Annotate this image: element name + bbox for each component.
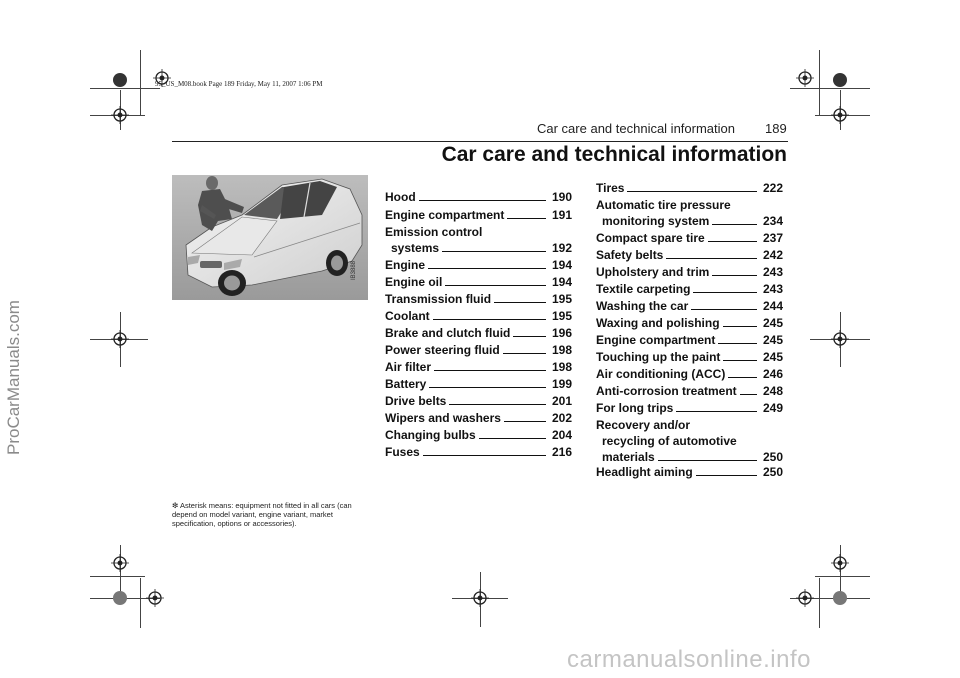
toc-entry-label: Engine compartment: [385, 208, 505, 222]
toc-entry[interactable]: [596, 333, 783, 347]
toc-entry-label: recycling of automotive: [602, 434, 737, 448]
toc-entry[interactable]: [596, 350, 783, 364]
toc-entry-label: Recovery and/or: [596, 418, 691, 432]
toc-entry-page: 245: [762, 350, 783, 364]
registration-mark-icon: [796, 69, 814, 87]
toc-entry-label: Emission control: [385, 225, 483, 239]
toc-entry-label: systems: [391, 241, 440, 255]
illustration-code: IB3888: [351, 260, 357, 280]
toc-entry[interactable]: [385, 190, 572, 204]
toc-entry-page: 190: [551, 190, 572, 204]
book-info: 95_US_M08.book Page 189 Friday, May 11, 2007 1:06 PM: [155, 80, 323, 88]
toc-entry[interactable]: [596, 198, 783, 228]
registration-dot-icon: [113, 591, 127, 605]
toc-entry-page: 249: [762, 401, 783, 415]
toc-entry[interactable]: [596, 367, 783, 381]
toc-entry[interactable]: [385, 445, 572, 459]
toc-entry-page: 244: [762, 299, 783, 313]
toc-entry-label: Tires: [596, 181, 625, 195]
toc-entry-page: 222: [762, 181, 783, 195]
toc-entry-label: Engine oil: [385, 275, 443, 289]
registration-mark-icon: [146, 589, 164, 607]
toc-entry-page: 199: [551, 377, 572, 391]
toc-entry[interactable]: [385, 326, 572, 340]
toc-entry[interactable]: [385, 411, 572, 425]
toc-entry-label: Power steering fluid: [385, 343, 500, 357]
toc-entry-label: Washing the car: [596, 299, 689, 313]
bottom-watermark: carmanualsonline.info: [567, 646, 811, 673]
toc-entry-page: 191: [551, 208, 572, 222]
toc-entry-page: 245: [762, 333, 783, 347]
toc-entry-label: materials: [602, 450, 655, 464]
toc-entry[interactable]: [385, 309, 572, 323]
toc-entry-page: 248: [762, 384, 783, 398]
toc-entry[interactable]: [596, 282, 783, 296]
toc-entry-label: Engine compartment: [596, 333, 716, 347]
toc-entry-page: 216: [551, 445, 572, 459]
toc-entry-label: For long trips: [596, 401, 674, 415]
toc-entry[interactable]: [596, 401, 783, 415]
toc-entry[interactable]: [385, 258, 572, 272]
toc-entry[interactable]: [596, 248, 783, 262]
toc-entry[interactable]: [596, 265, 783, 279]
toc-entry-label: Air filter: [385, 360, 432, 374]
page-title: Car care and technical information: [441, 143, 787, 166]
toc-entry-label: Fuses: [385, 445, 420, 459]
registration-mark-icon: [111, 106, 129, 124]
registration-mark-icon: [471, 589, 489, 607]
toc-entry[interactable]: [596, 299, 783, 313]
toc-entry[interactable]: [596, 418, 783, 464]
toc-entry-page: 243: [762, 265, 783, 279]
registration-dot-icon: [833, 73, 847, 87]
toc-entry-label: Coolant: [385, 309, 430, 323]
toc-entry-page: 192: [551, 241, 572, 255]
toc-entry[interactable]: [596, 465, 783, 479]
toc-entry-page: 234: [762, 214, 783, 228]
registration-dot-icon: [113, 73, 127, 87]
toc-entry-label: Brake and clutch fluid: [385, 326, 511, 340]
registration-mark-icon: [111, 330, 129, 348]
toc-entry[interactable]: [596, 181, 783, 195]
registration-mark-icon: [831, 106, 849, 124]
toc-entry-label: Hood: [385, 190, 416, 204]
toc-entry-page: 195: [551, 292, 572, 306]
toc-entry-page: 246: [762, 367, 783, 381]
toc-entry-label: Headlight aiming: [596, 465, 693, 479]
toc-entry-page: 195: [551, 309, 572, 323]
toc-entry[interactable]: [385, 208, 572, 222]
toc-entry-label: Automatic tire pressure: [596, 198, 731, 212]
toc-entry[interactable]: [385, 225, 572, 255]
toc-entry-label: Air conditioning (ACC): [596, 367, 726, 381]
toc-entry-label: Upholstery and trim: [596, 265, 710, 279]
toc-entry-label: Wipers and washers: [385, 411, 501, 425]
header-rule: [172, 141, 788, 142]
toc-entry[interactable]: [596, 384, 783, 398]
toc-entry[interactable]: [596, 316, 783, 330]
toc-entry-label: Transmission fluid: [385, 292, 492, 306]
toc-entry-label: Battery: [385, 377, 427, 391]
toc-entry-page: 196: [551, 326, 572, 340]
car-illustration: [172, 175, 368, 300]
toc-entry[interactable]: [385, 377, 572, 391]
registration-mark-icon: [831, 554, 849, 572]
registration-mark-icon: [111, 554, 129, 572]
side-watermark: ProCarManuals.com: [4, 300, 23, 455]
toc-entry[interactable]: [385, 394, 572, 408]
toc-entry-label: Drive belts: [385, 394, 447, 408]
toc-entry-page: 243: [762, 282, 783, 296]
toc-entry-page: 201: [551, 394, 572, 408]
registration-mark-icon: [831, 330, 849, 348]
toc-entry-page: 245: [762, 316, 783, 330]
toc-entry-page: 194: [551, 258, 572, 272]
toc-entry[interactable]: [385, 428, 572, 442]
toc-entry-label: monitoring system: [602, 214, 710, 228]
toc-entry-page: 198: [551, 360, 572, 374]
toc-entry-page: 202: [551, 411, 572, 425]
asterisk-footnote: ❇ Asterisk means: equipment not fitted in all cars (can depend on model variant, engine variant, market specification, options or accessories).: [172, 501, 352, 528]
page-number: 189: [765, 121, 787, 136]
toc-entry-page: 237: [762, 231, 783, 245]
toc-entry-page: 204: [551, 428, 572, 442]
toc-entry[interactable]: [385, 275, 572, 289]
registration-dot-icon: [833, 591, 847, 605]
toc-entry-label: Waxing and polishing: [596, 316, 720, 330]
toc-entry[interactable]: [385, 360, 572, 374]
toc-entry-label: Textile carpeting: [596, 282, 691, 296]
toc-entry-label: Changing bulbs: [385, 428, 476, 442]
toc-entry-label: Touching up the paint: [596, 350, 721, 364]
toc-entry-page: 194: [551, 275, 572, 289]
registration-mark-icon: [796, 589, 814, 607]
toc-entry[interactable]: [596, 231, 783, 245]
running-header: Car care and technical information: [537, 121, 735, 136]
toc-entry-label: Safety belts: [596, 248, 664, 262]
toc-entry[interactable]: [385, 343, 572, 357]
toc-entry[interactable]: [385, 292, 572, 306]
toc-entry-page: 242: [762, 248, 783, 262]
toc-entry-label: Anti-corrosion treatment: [596, 384, 737, 398]
toc-entry-label: Compact spare tire: [596, 231, 705, 245]
toc-entry-page: 250: [762, 465, 783, 479]
toc-entry-page: 250: [762, 450, 783, 464]
toc-entry-page: 198: [551, 343, 572, 357]
toc-entry-label: Engine: [385, 258, 426, 272]
